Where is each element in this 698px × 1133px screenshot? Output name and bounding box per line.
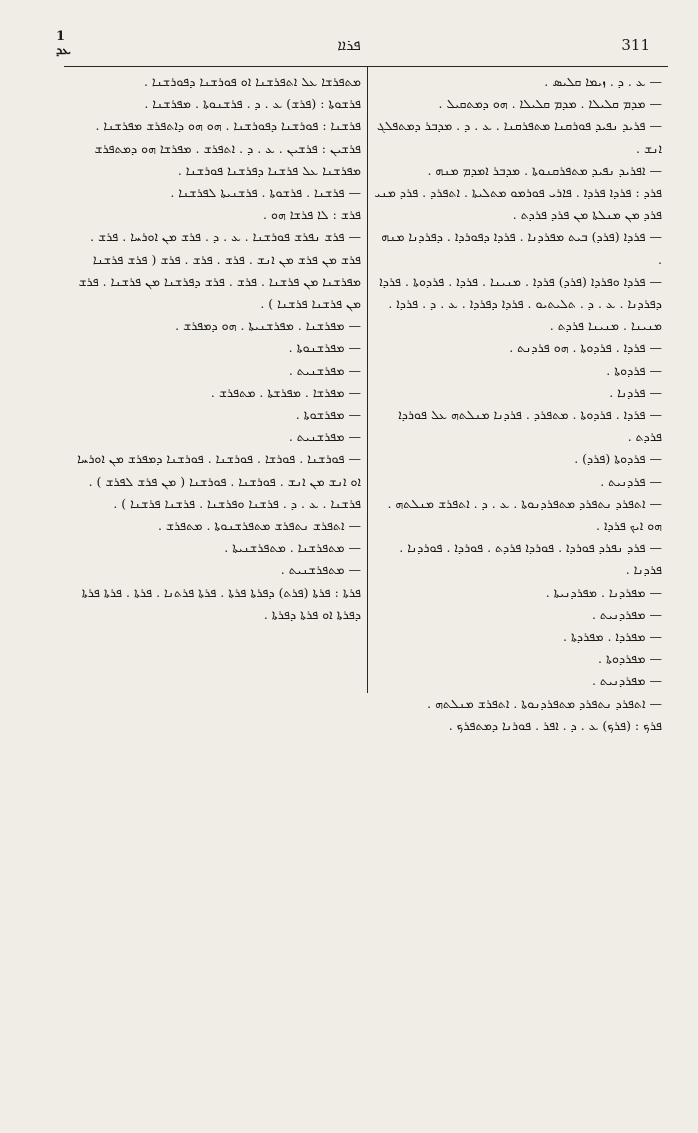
dictionary-entry: — ܡܦܪܫܘܬܐ . [295,407,361,423]
page-header [48,26,650,62]
two-column-body [64,66,668,733]
dictionary-entry: ܦܪܫ : ܠܐ ܦܪܫܐ ܗܘ . [263,207,361,223]
dictionary-entry: ܦܪܫܝܢ : ܦܪܫܝܢ . ܥ . ܕ . ܐܬܦܪܫ . ܡܦܪܫܐ ܗܘ ܕܡܬܦܪܫ ܡܦܪܫܢܐ ܥܠ ܦܪܫܢܐ ܕܦܪܫܢܐ ܦܘܪܫܢܐ . [94,140,361,178]
dictionary-entry: ܦܪܫܢܐ : ܦܘܪܫܢܐ ܕܦܘܪܫܢܐ . ܗܘ ܗܘ ܕܐܬܦܪܫ ܡܦܪܫܢܐ . [95,118,361,134]
dictionary-entry: — ܡܦܪܕܘܬܐ . [598,651,662,667]
dictionary-entry: ܦܪܟ : (ܦܪܟ) ܥ . ܕ . ܐܦܪ . ܦܘܪܢܐ ܕܡܬܦܪܟ . [448,717,662,733]
dictionary-entry: ܦܪܕ : ܦܪܕܐ ܦܪܕܐ . ܦܐܪܝ ܦܘܪܡܘ ܡܬܠܝܬܐ . ܐܬܦܪܕ . ܦܪܕ ܡܢܝ ܦܪܕ ܡܢ ܡܢܠܬܐ ܡܢ ܦܪܕ ܦܪܕܬ . [374,185,662,223]
dictionary-entry: — ܐܬܦܪܕ ܢܬܦܪܕ ܡܬܦܪܕܢܘܬܐ . ܥ . ܕ . ܐܬܦܪܫ ܡܢܠܬܗ . ܗܘ ܐܝܟ ܦܪܕܐ . [387,495,662,534]
dictionary-entry: — ܡܦܪܫܢܝܬ . [288,362,361,378]
dictionary-entry: — ܐܦܪܝܕ ܢܦܝܕ ܡܬܦܪܩܢܘܬܐ . ܡܕܒܪ ܐܡܕܡ ܡܢܗ . [427,162,662,178]
dictionary-entry: — ܦܪܝܕ ܢܦܝܕ ܦܘܪܩܢܐ ܡܬܦܪܩܢܐ . ܥ . ܕ . ܡܕܒܪ ܕܡܬܦܠܓ ܐܢܫ . [376,118,662,156]
left-column [66,67,367,693]
dictionary-entry: — ܡܦܪܕܢܝܬ . [591,673,662,689]
dictionary-entry: — ܦܪܕܐ (ܦܪܕ) ܒܝܬ ܡܦܪܕܢܐ . ܦܪܕܐ ܕܦܘܪܕܐ . ܕܦܪܕܢܐ ܡܢܗ . [381,229,662,267]
dictionary-entry: — ܡܬܦܪܫܢܝܬ . [280,562,361,578]
dictionary-entry: — ܡܦܪܫܐ . ܡܦܪܫܬܐ . ܡܬܦܪܫ . [210,384,361,400]
dictionary-entry: — ܡܕܡ ܩܠܝܠܐ . ܡܕܡ ܩܠܝܠܐ . ܗܘ ܕܡܬܩܝܠ . [438,96,662,112]
dictionary-entry: — ܡܦܪܫܢܐ . ܡܦܪܫܢܝܬܐ . ܗܘ ܕܡܦܪܫ . [175,318,361,334]
dictionary-entry: — ܐܬܦܪܫ ܢܬܦܪܫ ܡܬܦܪܫܢܘܬܐ . ܡܬܦܪܫ . [157,518,361,534]
signature-number: 1 [56,29,66,44]
dictionary-entry: — ܡܦܪܕܢܝܬ . [591,606,662,622]
dictionary-entry: — ܥ . ܕ . ܙܝܡܐ ܩܠܝܣ . [544,74,662,89]
dictionary-entry: — ܦܪܕܐ ܘܦܪܕܐ (ܦܪܕ) ܦܪܕܐ . ܡܢܝܢܐ . ܦܪܕܐ . ܦܪܕܘܬܐ . ܦܪܕܐ ܕܦܪܕܢܐ . ܥ . ܕ . ܬܠܝܬܝܘ . ܦܪܕܐ ܕܦܪܕܐ . ܥ . ܕ . ܦܪܕܐ . ܡܢܝܢܐ . ܡܢܝܢܐ ܦܪܕܬ . [379,273,662,334]
dictionary-entry: ܡܬܦܪܫܐ ܥܠ ܐܬܦܪܫܢܐ ܐܘ ܦܘܪܫܢܐ ܕܦܘܪܫܢܐ . [143,74,361,89]
dictionary-entry: — ܡܬܦܪܫܢܐ . ܡܬܦܪܫܢܝܬܐ . [224,540,361,556]
dictionary-entry: — ܐܬܦܪܕ ܢܬܦܪܕ ܡܬܦܪܕܢܘܬܐ . ܐܬܦܪܫ ܡܢܠܬܗ . [427,695,662,711]
dictionary-entry: — ܦܪܕܘܬܐ . [606,362,662,378]
dictionary-entry: — ܦܪܕܢܐ . [609,384,662,400]
dictionary-entry: — ܡܦܪܕܐ . ܡܦܪܕܬܐ . [563,629,662,645]
dictionary-entry: — ܦܪܫ ܢܦܪܫ ܦܘܪܫܢܐ . ܥ . ܕ . ܦܪܫ ܡܢ ܐܘܪܚܐ . ܦܪܫ . ܦܪܫ ܡܢ ܦܪܫ ܡܢ ܐܢܫ . ܦܪܫ . ܦܪܫ . ܦܪܫ ( ܦܪܫ ܦܪܫܢܐ ܡܦܪܫܢܐ ܡܢ ܦܪܫܢܐ . ܦܪܫ . ܦܪܫ ܕܦܪܫܢܐ ܡܢ ܦܪܫܢܐ . ܦܪܫ ܡܢ ܦܪܫܢܐ ܦܪܫܢܐ ) . [78,229,361,312]
dictionary-entry: — ܦܪܫܢܐ . ܦܪܫܘܬܐ . ܦܪܫܢܝܬܐ ܠܦܪܫܢܐ . [170,185,361,201]
right-column [367,67,668,733]
dictionary-entry: — ܦܪܕܢܝܬ . [600,473,662,489]
dictionary-entry: — ܦܘܪܫܢܐ . ܦܘܪܫܐ . ܦܘܪܫܢܐ . ܦܘܪܫܢܐ ܕܡܦܪܫ ܡܢ ܐܘܪܚܐ ܐܘ ܐܢܫ ܡܢ ܐܢܫ . ܦܘܪܫܢܐ . ܦܘܪܫܢܐ ( ܡܢ ܦܪܫ ܠܦܪܫ ) . ܦܪܫܢܐ . ܥ . ܕ . ܦܪܫܢܐ ܘܦܪܫܢܐ . ܦܪܫܢܐ ܦܪܫܢܐ ) . [77,451,361,511]
dictionary-entry: — ܡܦܪܫܢܝܬ . [288,429,361,445]
page-number: 311 [621,36,650,54]
dictionary-entry: — ܡܦܪܕܢܐ . ܡܦܪܕܢܝܬܐ . [545,584,662,600]
dictionary-entry: — ܦܪܕ ܢܦܪܕ ܦܘܪܕܐ . ܦܘܪܕܐ ܦܪܕܬ . ܦܘܪܕܐ . ܦܘܪܕܢܐ . ܦܪܕܢܐ . [399,540,662,578]
dictionary-entry: — ܦܪܕܘܬܐ (ܦܪܕ) . [574,451,662,467]
running-head: ܦܪܐܐ [337,36,361,54]
dictionary-entry: ܦܪܬܐ : ܦܪܬܐ (ܦܪܬ) ܕܦܪܬܐ ܦܪܬܐ . ܦܪܬܐ ܦܪܬܢܐ . ܦܪܬܐ . ܦܪܬܐ ܦܪܬܐ ܕܦܪܬܐ ܐܘ ܦܪܬܐ ܕܦܪܬܐ . [81,584,361,622]
dictionary-entry: — ܦܪܕܐ . ܦܪܕܘܬܐ . ܗܘ ܦܪܕܢܬ . [509,340,662,356]
dictionary-entry: — ܡܦܪܫܢܘܬܐ . [288,340,361,356]
dictionary-entry: — ܦܪܕܐ . ܦܪܕܘܬܐ . ܡܬܦܪܕ . ܦܪܕܢܐ ܡܢܠܬܗ ܥܠ ܦܘܪܕܐ ܦܪܕܬ . [398,407,662,445]
signature-letters: ܥܕ [56,43,71,58]
dictionary-entry: ܦܪܫܘܬܐ : (ܦܪܫ) ܥ . ܕ . ܦܪܫܢܘܬܐ . ܡܦܪܫܢܐ . [144,96,361,112]
